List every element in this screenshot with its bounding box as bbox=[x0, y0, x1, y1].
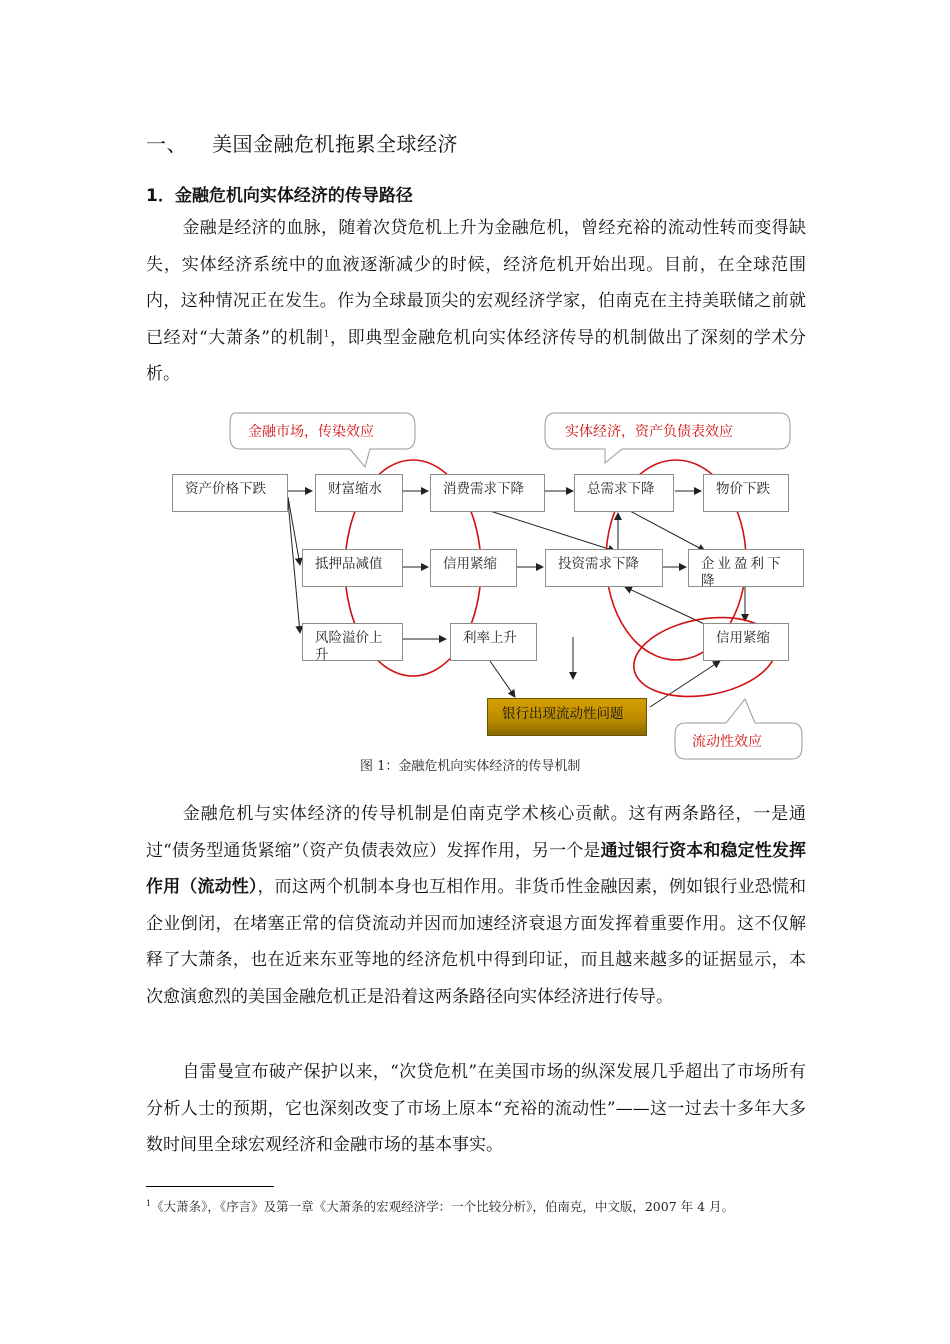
box-collateral: 抵押品减值 bbox=[302, 549, 403, 587]
footnote bbox=[146, 1194, 806, 1216]
subsection-heading: 1．金融危机向实体经济的传导路径 bbox=[146, 186, 413, 206]
box-interest-rate: 利率上升 bbox=[450, 623, 537, 661]
section-title: 美国金融危机拖累全球经济 bbox=[212, 132, 458, 156]
box-credit-1: 信用紧缩 bbox=[430, 549, 517, 587]
section-heading bbox=[146, 128, 458, 157]
footnote-text: 《大萧条》，《序言》及第一章《大萧条的宏观经济学：一个比较分析》，伯南克，中文版，2007 年 4 月。 bbox=[151, 1199, 735, 1215]
paragraph-1-text: 金融是经济的血脉，随着次贷危机上升为金融危机，曾经充裕的流动性转而变得缺失，实体经济系统中的血液逐渐减少的时候，经济危机开始出现。目前，在全球范围内，这种情况正在发生。作为全球最顶尖的宏观经济学家，伯南克在主持美联储之前就已经对“大萧条”的机制 bbox=[146, 218, 806, 348]
paragraph-2-text-end: ，而这两个机制本身也互相作用。非货币性金融因素，例如银行业恐慌和企业倒闭，在堵塞正常的信贷流动并因而加速经济衰退方面发挥着重要作用。这不仅解释了大萧条，也在近来东亚等地的经济危机中得到印证，而且越来越多的证据显示，本次愈演愈烈的美国金融危机正是沿着这两条路径向实体经济进行传导。 bbox=[146, 877, 807, 1007]
callout-liquidity: 流动性效应 bbox=[692, 734, 762, 750]
callout-financial: 金融市场，传染效应 bbox=[248, 424, 374, 440]
box-profit: 企业盈利下降 bbox=[688, 549, 804, 587]
paragraph-3-text: 自雷曼宣布破产保护以来，“次贷危机”在美国市场的纵深发展几乎超出了市场所有分析人士的预期，它也深刻改变了市场上原本“充裕的流动性”——这一过去十多年大多数时间里全球宏观经济和金融市场的基本事实。 bbox=[146, 1062, 806, 1155]
paragraph-3 bbox=[146, 1054, 806, 1164]
paragraph-2 bbox=[146, 796, 806, 1015]
paragraph-1 bbox=[146, 210, 806, 393]
paragraph-2-text: 金融危机与实体经济的传导机制是伯南克学术核心贡献。这有两条路径，一是通过“债务型通货紧缩”（资产负债表效应）发挥作用，另一个是 bbox=[146, 804, 806, 861]
box-consumption: 消费需求下降 bbox=[430, 474, 545, 512]
paragraph-2-bold: 通过银行资本和稳定性发挥作用（流动性） bbox=[146, 840, 807, 897]
footnote-separator bbox=[146, 1186, 274, 1187]
transmission-diagram bbox=[160, 405, 820, 785]
box-credit-2: 信用紧缩 bbox=[703, 623, 789, 661]
box-bank-liquidity: 银行出现流动性问题 bbox=[487, 698, 647, 736]
box-wealth: 财富缩水 bbox=[315, 474, 403, 512]
footnote-mark: 1 bbox=[146, 1199, 152, 1208]
box-investment: 投资需求下降 bbox=[545, 549, 663, 587]
box-price: 物价下跌 bbox=[703, 474, 789, 512]
callout-real: 实体经济，资产负债表效应 bbox=[565, 424, 733, 440]
figure-caption: 图 1：金融危机向实体经济的传导机制 bbox=[360, 759, 581, 774]
box-aggregate-demand: 总需求下降 bbox=[574, 474, 674, 512]
box-asset-price: 资产价格下跌 bbox=[172, 474, 288, 512]
section-number: 一、 bbox=[146, 132, 187, 156]
paragraph-1-text-end: ，即典型金融危机向实体经济传导的机制做出了深刻的学术分析。 bbox=[146, 327, 807, 384]
box-risk-premium: 风险溢价上升 bbox=[302, 623, 403, 661]
footnote-ref[interactable]: 1 bbox=[323, 328, 330, 339]
